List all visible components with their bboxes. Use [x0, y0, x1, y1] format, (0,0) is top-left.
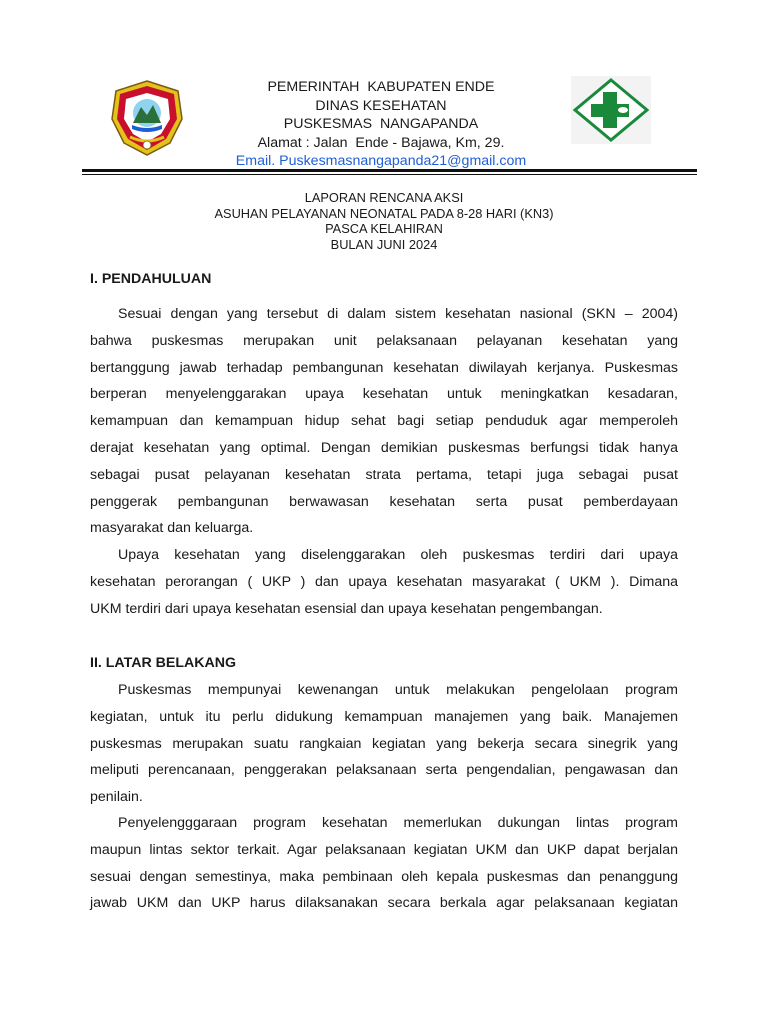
paragraph-line: kesehatan perorangan ( UKP ) dan upaya kesehatan masyarakat ( UKM ). Dimana	[90, 573, 678, 590]
report-title-line-3: PASCA KELAHIRAN	[325, 221, 443, 236]
ende-regency-emblem-logo	[108, 79, 186, 157]
paragraph-line: kemampuan dan kemampuan hidup sehat bagi setiap penduduk agar memperoleh	[90, 413, 678, 430]
paragraph-line: meliputi perencanaan, penggerakan pelaksanaan serta pengendalian, pengawasan dan	[90, 762, 678, 779]
paragraph-line: Upaya kesehatan yang diselenggarakan oleh puskesmas terdiri dari upaya	[118, 547, 678, 563]
paragraph-pendahuluan-2	[90, 542, 678, 622]
letterhead-divider-thin	[82, 174, 697, 175]
paragraph-line: kegiatan, untuk itu perlu didukung kemampuan manajemen yang baik. Manajemen	[90, 708, 678, 725]
report-title-line-2: ASUHAN PELAYANAN NEONATAL PADA 8-28 HARI (KN3)	[214, 205, 554, 221]
paragraph-line: jawab UKM dan UKP harus dilaksanakan secara berkala agar pelaksanaan kegiatan	[90, 895, 678, 912]
paragraph-line: berperan menyelenggarakan upaya kesehatan untuk meningkatkan kesadaran,	[90, 386, 678, 403]
paragraph-line: Sesuai dengan yang tersebut di dalam sistem kesehatan nasional (SKN – 2004)	[118, 306, 678, 322]
paragraph-pendahuluan-1	[90, 301, 678, 542]
paragraph-latar-belakang-1	[90, 677, 678, 811]
paragraph-line: sesuai dengan semestinya, maka pembinaan oleh kepala puskesmas dan penanggung	[90, 868, 678, 885]
paragraph-line: puskesmas merupakan suatu rangkaian kegiatan yang bekerja secara sinegrik yang	[90, 735, 678, 752]
paragraph-line: Puskesmas mempunyai kewenangan untuk melakukan pengelolaan program	[118, 682, 678, 698]
letterhead-government: PEMERINTAH KABUPATEN ENDE	[267, 79, 495, 95]
letterhead	[180, 78, 582, 171]
report-title-line-1: LAPORAN RENCANA AKSI	[304, 190, 464, 205]
paragraph-line: UKM terdiri dari upaya kesehatan esensial dan upaya kesehatan pengembangan.	[90, 600, 603, 617]
paragraph-line: sebagai pusat pelayanan kesehatan strata pertama, tetapi juga sebagai pusat	[90, 466, 678, 483]
paragraph-line: derajat kesehatan yang optimal. Dengan demikian puskesmas berfungsi tidak hanya	[90, 439, 678, 456]
paragraph-line: maupun lintas sektor terkait. Agar pelaksanaan kegiatan UKM dan UKP dapat berjalan	[90, 841, 678, 858]
paragraph-line: penggerak pembangunan berwawasan kesehatan serta pusat pemberdayaan	[90, 493, 678, 510]
report-title	[90, 190, 678, 252]
paragraph-latar-belakang-2	[90, 810, 678, 917]
letterhead-email-link[interactable]: Email. Puskesmasnangapanda21@gmail.com	[235, 153, 527, 169]
letterhead-department: DINAS KESEHATAN	[315, 97, 447, 114]
paragraph-line: bahwa puskesmas merupakan unit pelaksanaan pelayanan kesehatan yang	[90, 332, 678, 349]
paragraph-line: Penyelengggaraan program kesehatan memerlukan dukungan lintas program	[118, 815, 678, 831]
report-title-line-4: BULAN JUNI 2024	[330, 236, 438, 252]
letterhead-divider-thick	[82, 169, 697, 172]
section-heading-pendahuluan: I. PENDAHULUAN	[90, 271, 212, 287]
paragraph-line: penilain.	[90, 789, 143, 806]
section-heading-latar-belakang: II. LATAR BELAKANG	[90, 655, 237, 671]
paragraph-line: bertanggung jawab terhadap pembangunan kesehatan diwilayah kerjanya. Puskesmas	[90, 359, 678, 376]
paragraph-line: masyarakat dan keluarga.	[90, 520, 254, 537]
letterhead-address: Alamat : Jalan Ende - Bajawa, Km, 29.	[257, 134, 505, 151]
letterhead-institution: PUSKESMAS NANGAPANDA	[283, 116, 479, 132]
green-cross-health-logo	[571, 76, 651, 144]
